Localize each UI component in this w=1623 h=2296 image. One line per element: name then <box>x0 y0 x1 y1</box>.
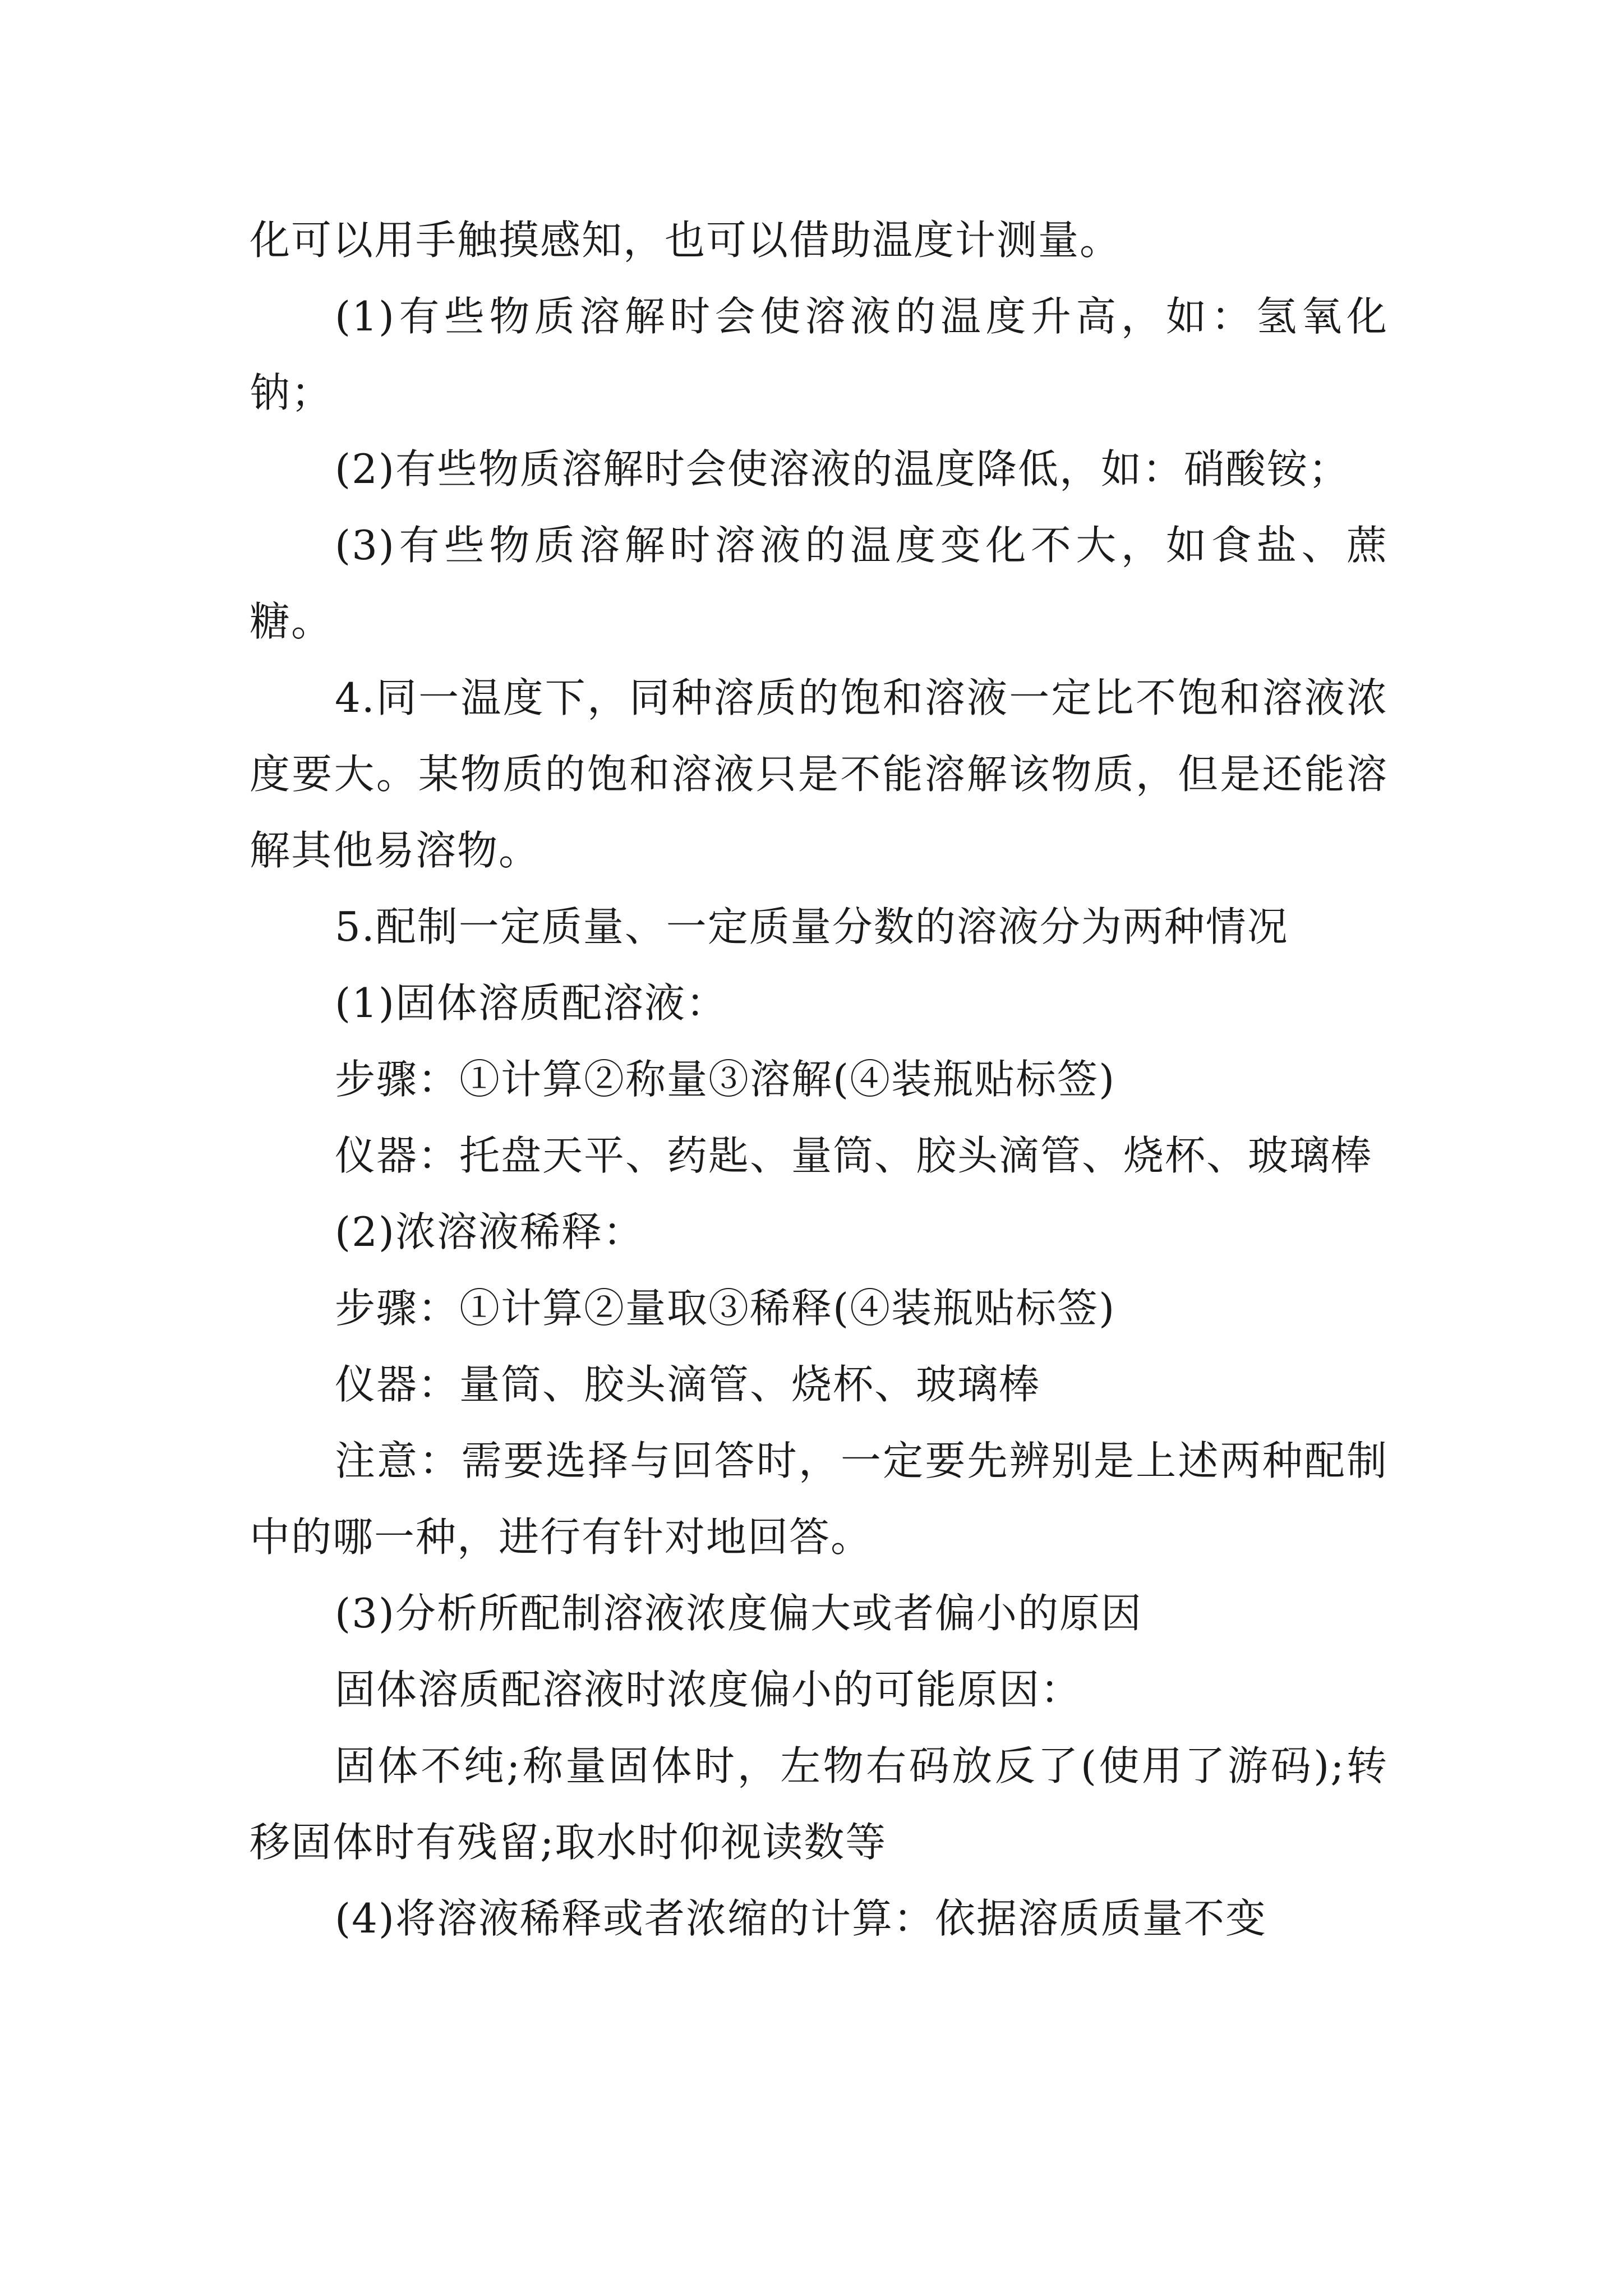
paragraph-solid-steps: 步骤：①计算②称量③溶解(④装瓶贴标签) <box>335 1056 1116 1103</box>
text-column <box>250 202 1388 1957</box>
paragraph-low-concentration: 固体溶质配溶液时浓度偏小的可能原因： <box>335 1666 1082 1713</box>
paragraph-dilution: (2)浓溶液稀释： <box>335 1208 644 1255</box>
paragraph-solid-instruments: 仪器：托盘天平、药匙、量筒、胶头滴管、烧杯、玻璃棒 <box>335 1132 1373 1179</box>
paragraph-error-analysis: (3)分析所配制溶液浓度偏大或者偏小的原因 <box>335 1590 1142 1637</box>
paragraph-temp-rise: (1)有些物质溶解时会使溶液的温度升高，如：氢氧化钠； <box>250 293 1388 416</box>
paragraph-point-5: 5.配制一定质量、一定质量分数的溶液分为两种情况 <box>335 903 1289 950</box>
paragraph-continuation: 化可以用手触摸感知，也可以借助温度计测量。 <box>250 217 1122 264</box>
paragraph-calculation: (4)将溶液稀释或者浓缩的计算：依据溶质质量不变 <box>335 1895 1267 1942</box>
paragraph-temp-drop: (2)有些物质溶解时会使溶液的温度降低，如：硝酸铵； <box>335 445 1350 493</box>
paragraph-note: 注意：需要选择与回答时，一定要先辨别是上述两种配制中的哪一种，进行有针对地回答。 <box>250 1437 1388 1561</box>
paragraph-dilution-instruments: 仪器：量筒、胶头滴管、烧杯、玻璃棒 <box>335 1361 1041 1408</box>
paragraph-point-4: 4.同一温度下，同种溶质的饱和溶液一定比不饱和溶液浓度要大。某物质的饱和溶液只是不能溶解该物质，但是还能溶解其他易溶物。 <box>250 674 1388 874</box>
paragraph-dilution-steps: 步骤：①计算②量取③稀释(④装瓶贴标签) <box>335 1285 1116 1332</box>
paragraph-solid-solute: (1)固体溶质配溶液： <box>335 979 727 1027</box>
paragraph-temp-stable: (3)有些物质溶解时溶液的温度变化不大，如食盐、蔗糖。 <box>250 522 1388 645</box>
paragraph-causes: 固体不纯;称量固体时，左物右码放反了(使用了游码);转移固体时有残留;取水时仰视读数等 <box>250 1742 1388 1866</box>
